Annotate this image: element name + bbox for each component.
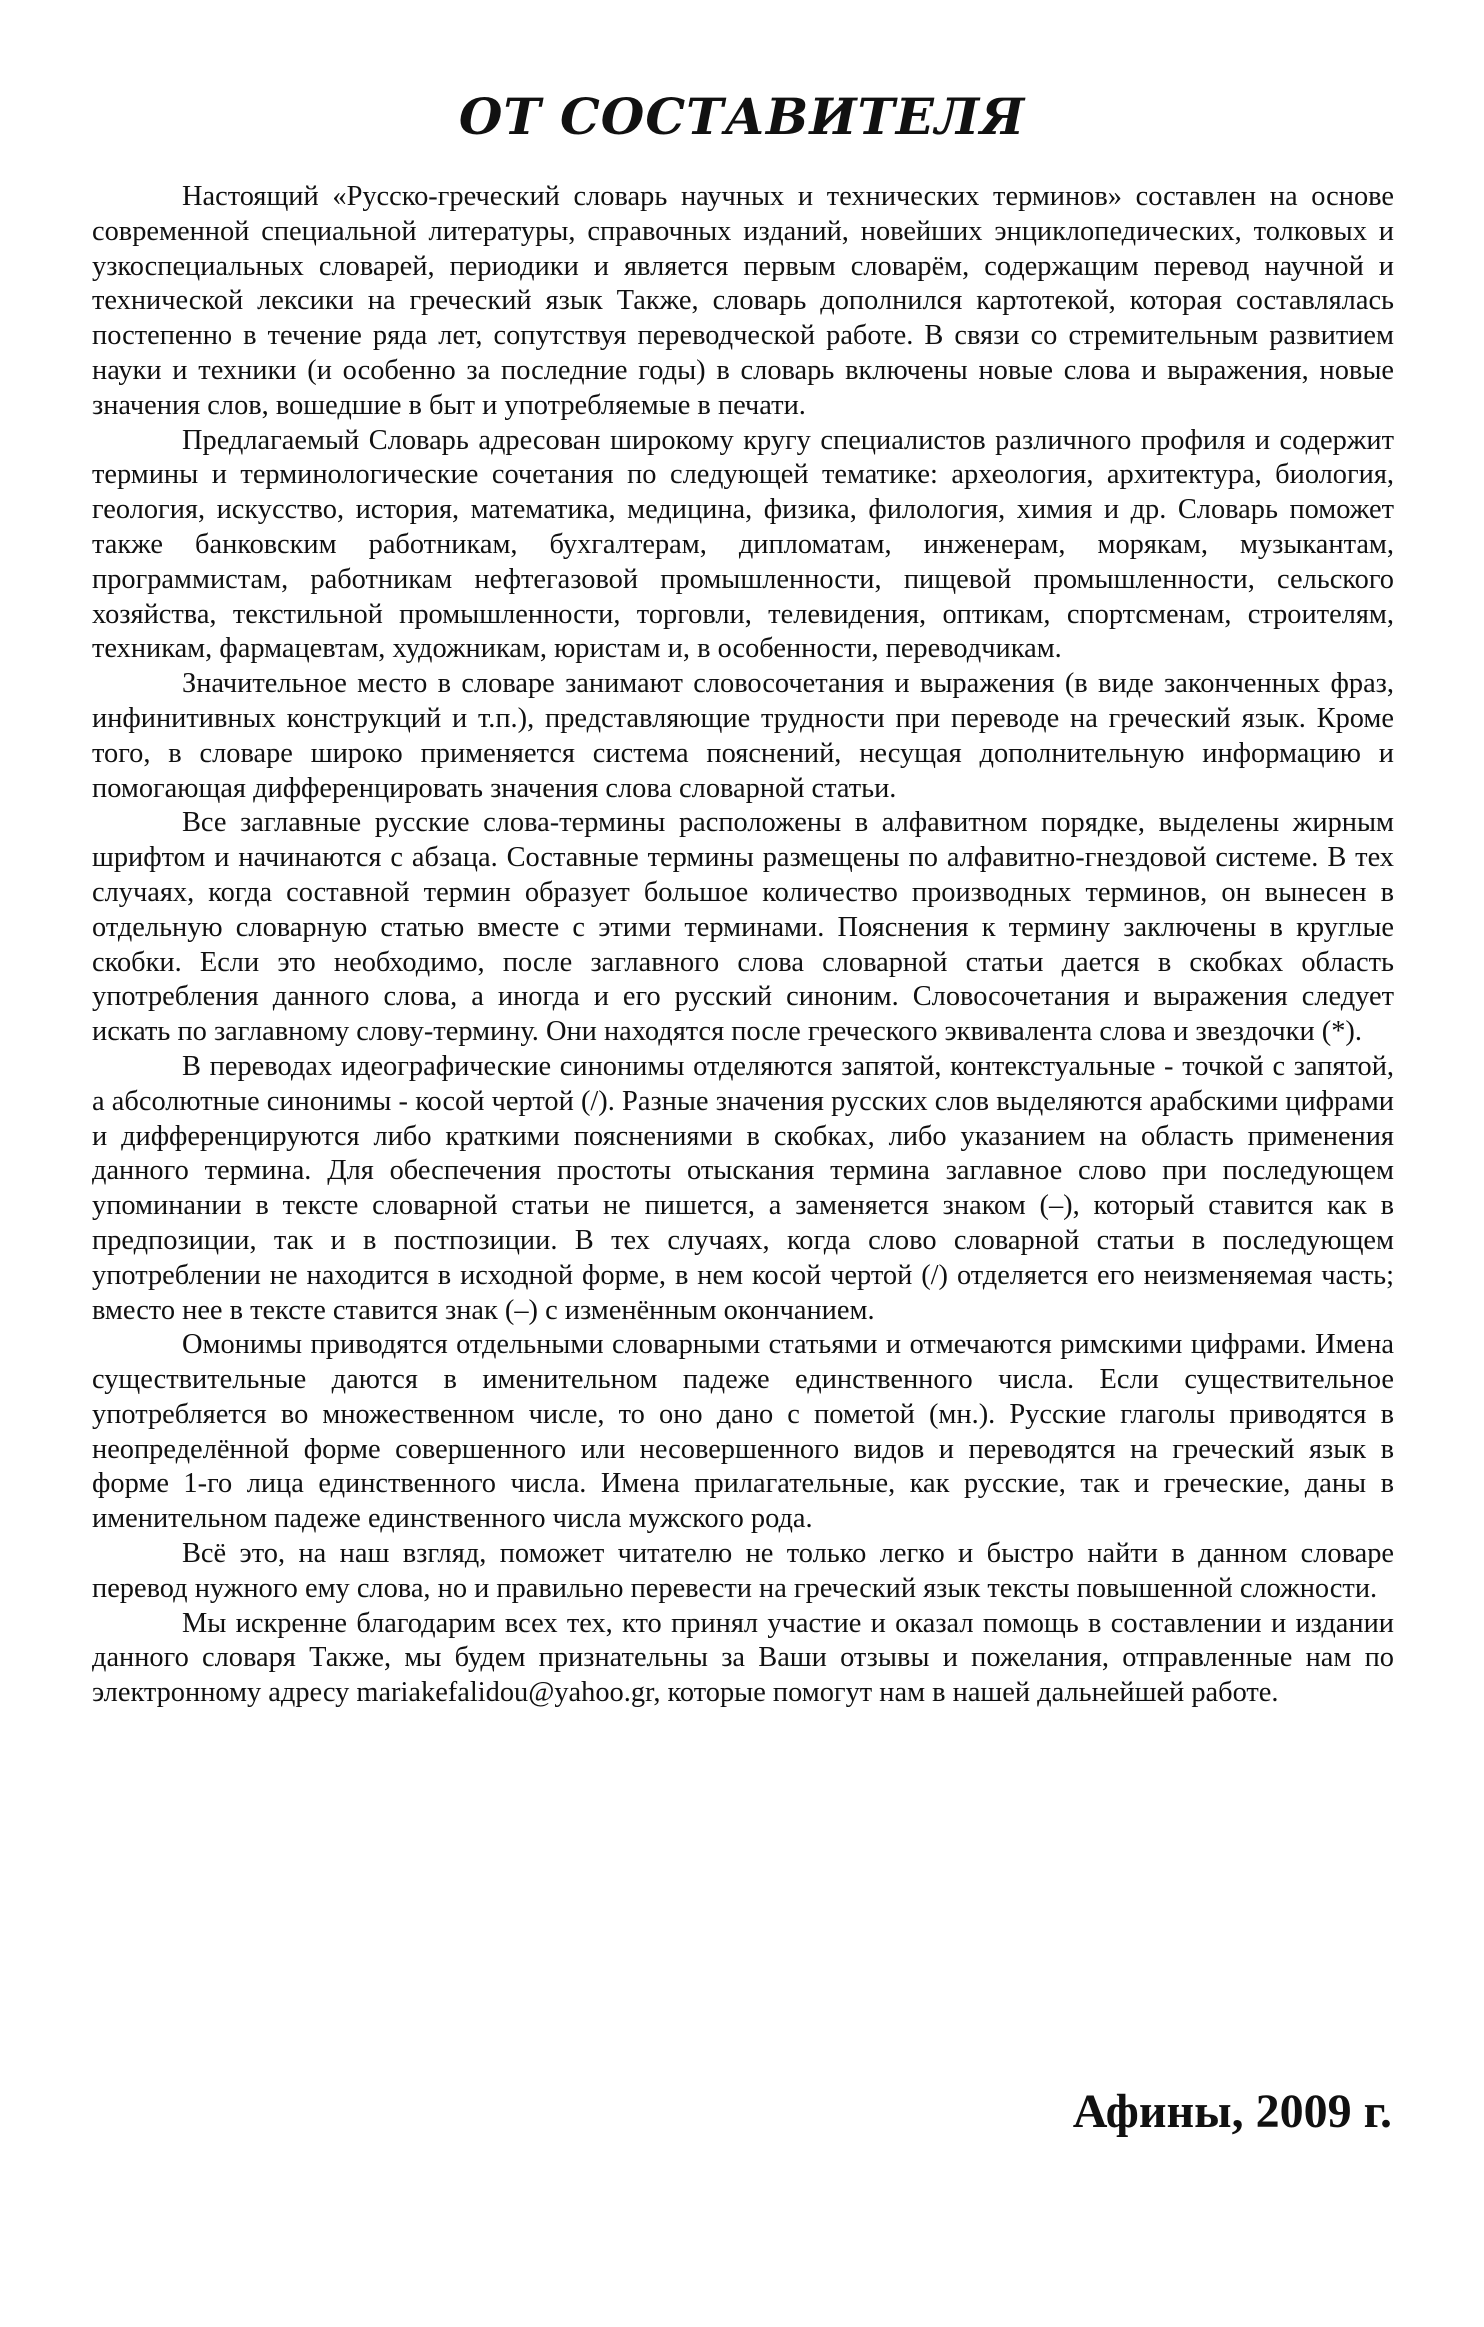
body-text <box>92 180 1394 1711</box>
paragraph-intro: Настоящий «Русско-греческий словарь научных и технических терминов» составлен на основе современной специальной литературы, справочных изданий, новейших энциклопедических, толковых и узкоспециальных словарей, периодики и является первым словарём, содержащим перевод научной и технической лексики на греческий язык Также, словарь дополнился картотекой, которая составлялась постепенно в течение ряда лет, сопутствуя переводческой работе. В связи со стремительным развитием науки и техники (и особенно за последние годы) в словарь включены новые слова и выражения, новые значения слов, вошедшие в быт и употребляемые в печати. <box>92 181 1394 421</box>
paragraph-phrases: Значительное место в словаре занимают словосочетания и выражения (в виде законченных фраз, инфинитивных конструкций и т.п.), представляющие трудности при переводе на греческий язык. Кроме того, в словаре широко применяется система пояснений, несущая дополнительную информацию и помогающая дифференцировать значения слова словарной статьи. <box>92 668 1394 804</box>
paragraph-thanks: Мы искренне благодарим всех тех, кто принял участие и оказал помощь в составлении и издании данного словаря Также, мы будем признательны за Ваши отзывы и пожелания, отправленные нам по электронному адресу mariakefalidou@yahoo.gr, которые помогут нам в нашей дальнейшей работе. <box>92 1607 1394 1709</box>
paragraph-homonyms: Омонимы приводятся отдельными словарными статьями и отмечаются римскими цифрами. Имена существительные даются в именительном падеже единственного числа. Если существительное употребляется во множественном числе, то оно дано с пометой (мн.). Русские глаголы приводятся в неопределённой форме совершенного или несовершенного видов и переводятся на греческий язык в форме 1-го лица единственного числа. Имена прилагательные, как русские, так и греческие, даны в именительном падеже единственного числа мужского рода. <box>92 1329 1394 1535</box>
page-title: ОТ СОСТАВИТЕЛЯ <box>458 87 1026 146</box>
signoff-place-date: Афины, 2009 г. <box>1072 2085 1392 2138</box>
paragraph-audience: Предлагаемый Словарь адресован широкому кругу специалистов различного профиля и содержит термины и терминологические сочетания по следующей тематике: археология, архитектура, биология, геология, искусство, история, математика, медицина, физика, филология, химия и др. Словарь поможет также банковским работникам, бухгалтерам, дипломатам, инженерам, морякам, музыкантам, программистам, работникам нефтегазовой промышленности, пищевой промышленности, сельского хозяйства, текстильной промышленности, торговли, телевидения, оптикам, спортсменам, строителям, техникам, фармацевтам, художникам, юристам и, в особенности, переводчикам. <box>92 424 1394 665</box>
paragraph-summary: Всё это, на наш взгляд, поможет читателю не только легко и быстро найти в данном словаре перевод нужного ему слова, но и правильно перевести на греческий язык тексты повышенной сложности. <box>92 1538 1394 1604</box>
paragraph-headwords: Все заглавные русские слова-термины расположены в алфавитном порядке, выделены жирным шрифтом и начинаются с абзаца. Составные термины размещены по алфавитно-гнездовой системе. В тех случаях, когда составной термин образует большое количество производных терминов, он вынесен в отдельную словарную статью вместе с этими терминами. Пояснения к термину заключены в круглые скобки. Если это необходимо, после заглавного слова словарной статьи дается в скобках область употребления данного слова, а иногда и его русский синоним. Словосочетания и выражения следует искать по заглавному слову-термину. Они находятся после греческого эквивалента слова и звездочки (*). <box>92 807 1394 1048</box>
paragraph-synonyms: В переводах идеографические синонимы отделяются запятой, контекстуальные - точкой с запятой, а абсолютные синонимы - косой чертой (/). Разные значения русских слов выделяются арабскими цифрами и дифференцируются либо краткими пояснениями в скобках, либо указанием на область применения данного термина. Для обеспечения простоты отыскания термина заглавное слово при последующем упоминании в тексте словарной статьи не пишется, а заменяется знаком (–), который ставится как в предпозиции, так и в постпозиции. В тех случаях, когда слово словарной статьи в последующем употреблении не находится в исходной форме, в нем косой чертой (/) отделяется его неизменяемая часть; вместо нее в тексте ставится знак (–) с изменённым окончанием. <box>92 1050 1394 1326</box>
